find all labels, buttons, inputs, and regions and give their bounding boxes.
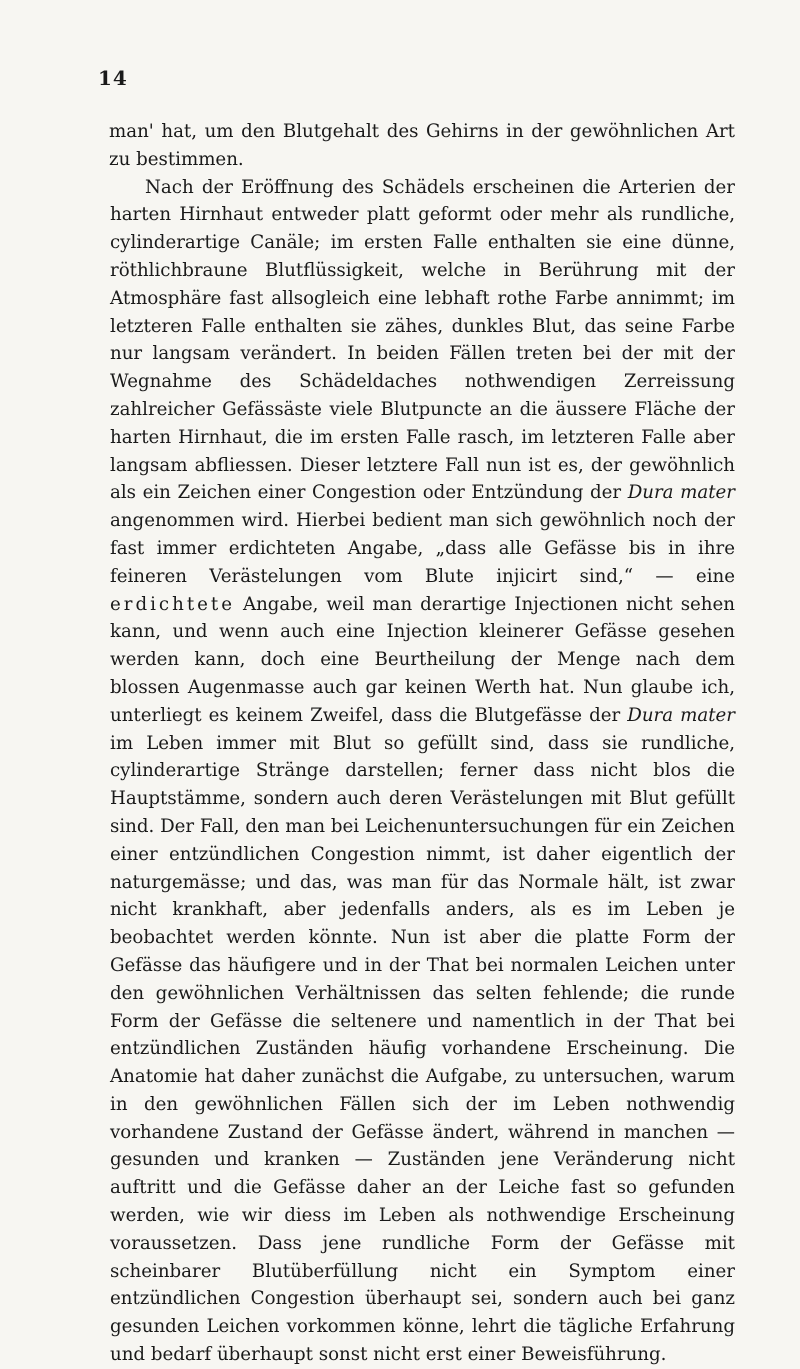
paragraph-1-text: man' hat, um den Blutgehalt des Gehirns in der gewöhnlichen Art zu bestimmen.: [109, 121, 735, 170]
paragraph-2-text: im Leben immer mit Blut so gefüllt sind, dass sie rundliche, cylinderartige Stränge darstellen; ferner dass nicht blos die Hauptstämme, sondern auch deren Verästelungen mit Blut gefüllt sind. Der Fall, den man bei Leichenuntersuchungen für ein Zeichen einer entzündlichen Congestion nimmt, ist daher eigentlich der naturgemässe; und das, was man für das Normale hält, ist zwar nicht krankhaft, aber jedenfalls anders, als es im Leben je beobachtet werden könnte. Nun ist aber die platte Form der Gefässe das häufigere und in der That bei normalen Leichen unter den gewöhnlichen Verhältnissen das selten fehlende; die runde Form der Gefässe die seltenere und namentlich in der That bei entzündlichen Zuständen häufig vorhandene Erscheinung. Die Anatomie hat daher zunächst die Aufgabe, zu untersuchen, warum in den gewöhnlichen Fällen sich der im Leben nothwendig vorhandene Zustand der Gefässe ändert, während in manchen — gesunden und kranken — Zuständen jene Veränderung nicht auftritt und die Gefässe daher an der Leiche fast so gefunden werden, wie wir diess im Leben als nothwendige Erscheinung voraussetzen. Dass jene rundliche Form der Gefässe mit scheinbarer Blutüberfüllung nicht ein Symptom einer entzündlichen Congestion überhaupt sei, sondern auch bei ganz gesunden Leichen vorkommen könne, lehrt die tägliche Erfahrung und bedarf überhaupt sonst nicht erst einer Beweisführung.: [110, 732, 735, 1366]
emphasis-erdichtete: erdichtete: [110, 593, 235, 615]
paragraph-2: [110, 174, 735, 1369]
paragraph-2-text: angenommen wird. Hierbei bedient man sich gewöhnlich noch der fast immer erdichteten Angabe, „dass alle Gefässe bis in ihre feineren Verästelungen vom Blute injicirt sind,“ — eine: [110, 510, 735, 587]
page-number: 14: [98, 66, 128, 90]
paragraph-1: [109, 118, 735, 174]
dura-mater-term: Dura mater: [627, 704, 735, 726]
body-text: [110, 118, 735, 1369]
paragraph-2-text: Angabe, weil man derartige Injectionen nicht sehen kann, und wenn auch eine Injection kleinerer Gefässe gesehen werden kann, doch eine Beurtheilung der Menge nach dem blossen Augenmasse auch gar keinen Werth hat. Nun glaube ich, unterliegt es keinem Zweifel, dass die Blutgefässe der: [110, 593, 735, 726]
dura-mater-term: Dura mater: [627, 482, 735, 504]
paragraph-2-text: Nach der Eröffnung des Schädels erscheinen die Arterien der harten Hirnhaut entweder platt geformt oder mehr als rundliche, cylinderartige Canäle; im ersten Falle enthalten sie eine dünne, röthlichbraune Blutflüssigkeit, welche in Berührung mit der Atmosphäre fast allsogleich eine lebhaft rothe Farbe annimmt; im letzteren Falle enthalten sie zähes, dunkles Blut, das seine Farbe nur langsam verändert. In beiden Fällen treten bei der mit der Wegnahme des Schädeldaches nothwendigen Zerreissung zahlreicher Gefässäste viele Blutpuncte an die äussere Fläche der harten Hirnhaut, die im ersten Falle rasch, im letzteren Falle aber langsam abfliessen. Dieser letztere Fall nun ist es, der gewöhnlich als ein Zeichen einer Congestion oder Entzündung der: [110, 176, 735, 504]
